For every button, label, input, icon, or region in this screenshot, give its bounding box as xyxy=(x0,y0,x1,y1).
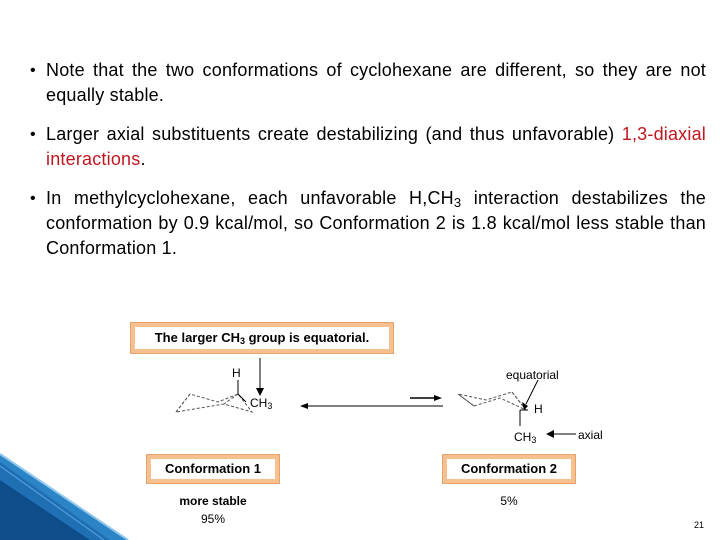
conformation-figure xyxy=(128,318,718,540)
bullet-list xyxy=(30,58,706,275)
bullet-3-part2: interaction destabilizes the conformation by 0.9 kcal/mol, so Conformation 2 is 1.8 kcal/mol less stable than Conformation 1. xyxy=(46,188,706,258)
axial-label: axial xyxy=(578,428,603,442)
chair-2 xyxy=(458,392,526,410)
bullet-1 xyxy=(30,58,706,108)
bullet-3-sub: 3 xyxy=(453,195,462,210)
conf-1-percent: 95% xyxy=(200,512,226,526)
left-ch: CH xyxy=(250,396,268,410)
diaxial-highlight: 1,3-diaxial interactions xyxy=(46,124,706,169)
bullet-2-end: . xyxy=(140,149,146,169)
left-ch-sub: 3 xyxy=(267,401,273,411)
bullet-2-text: Larger axial substituents create destabilizing (and thus unfavorable) xyxy=(46,124,622,144)
conformation-2-label: Conformation 2 xyxy=(447,459,571,479)
left-h-label: H xyxy=(232,366,241,380)
bullet-1-text: Note that the two conformations of cyclohexane are different, so they are not equally stable. xyxy=(46,60,706,105)
equatorial-label: equatorial xyxy=(506,368,559,382)
right-ch-sub: 3 xyxy=(531,435,537,445)
banner-part1: The larger CH xyxy=(154,330,240,345)
conformation-1-label: Conformation 1 xyxy=(151,459,275,479)
bullet-3-part1: In methylcyclohexane, each unfavorable H,CH xyxy=(46,188,454,208)
left-ch3-label xyxy=(250,396,272,410)
conf-2-percent: 5% xyxy=(500,494,518,508)
conformation-1-box xyxy=(146,454,280,484)
conf-1-stability: more stable xyxy=(179,494,247,508)
page-number: 21 xyxy=(693,520,704,530)
right-ch3-label xyxy=(514,430,536,444)
right-h-label: H xyxy=(534,402,543,416)
banner-sub: 3 xyxy=(239,336,245,346)
banner-part2: group is equatorial. xyxy=(245,330,370,345)
right-ch: CH xyxy=(514,430,532,444)
bullet-3 xyxy=(30,186,706,261)
corner-decoration xyxy=(0,440,130,540)
bullet-2 xyxy=(30,122,706,172)
conformation-2-box xyxy=(442,454,576,484)
